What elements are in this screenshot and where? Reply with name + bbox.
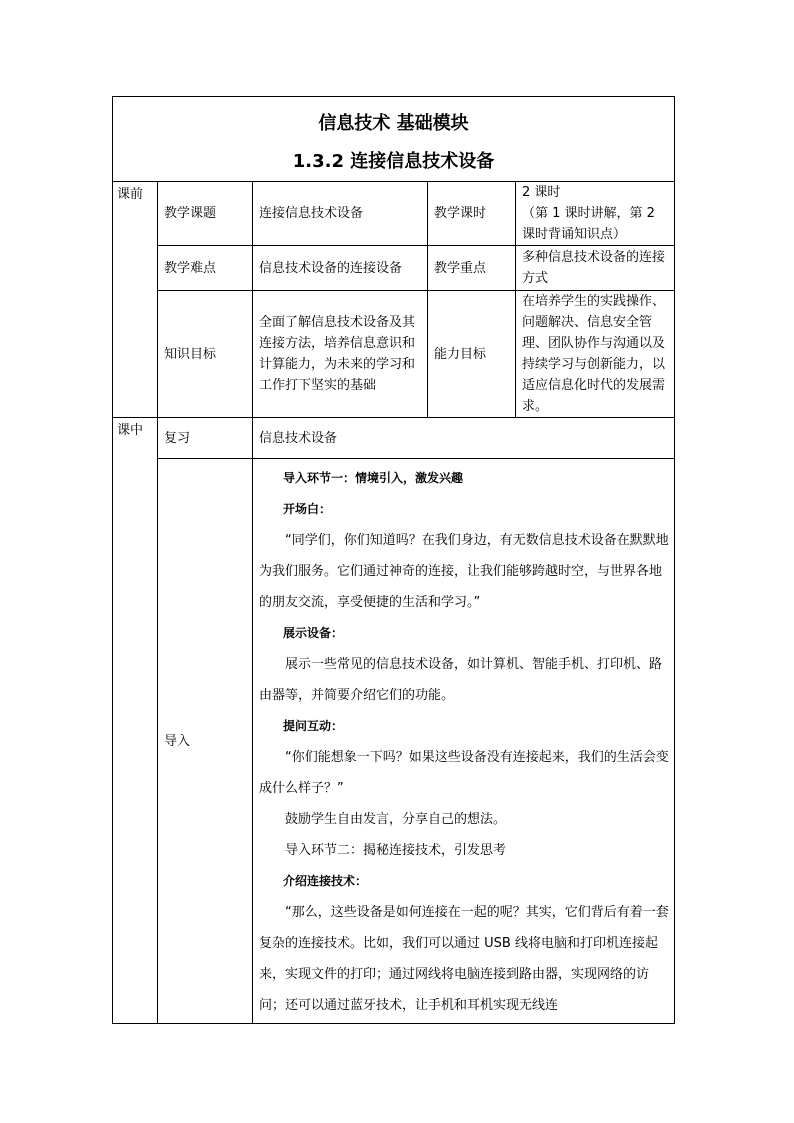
title-cell [113,97,675,182]
ability-goal-label: 能力目标 [428,291,516,418]
review-value: 信息技术设备 [253,418,675,459]
stage-pre-class: 课前 [113,182,158,418]
stage-in-class: 课中 [113,418,158,1024]
intro-heading: 开场白： [283,502,332,516]
ability-goal-value: 在培养学生的实践操作、问题解决、信息安全管理、团队协作与沟通以及持续学习与创新能力，以适应信息化时代的发展需求。 [516,291,675,418]
intro-paragraph: 导入环节二：揭秘连接技术，引发思考 [285,843,507,858]
review-label: 复习 [158,418,253,459]
intro-body [259,463,670,1019]
topic-label: 教学课题 [158,182,253,246]
hours-label: 教学课时 [428,182,516,246]
key-point-value: 多种信息技术设备的连接方式 [516,246,675,291]
lesson-plan-document [112,96,674,1024]
knowledge-goal-label: 知识目标 [158,291,253,418]
intro-paragraph: “你们能想象一下吗？如果这些设备没有连接起来，我们的生活会变成什么样子？” [259,750,669,796]
difficulty-label: 教学难点 [158,246,253,291]
intro-label: 导入 [158,459,253,1024]
intro-paragraph: 鼓励学生自由发言，分享自己的想法。 [285,812,507,827]
hours-value [516,182,675,246]
hours-count: 2 课时 [522,185,561,200]
difficulty-value: 信息技术设备的连接设备 [253,246,428,291]
document-title: 信息技术 基础模块 [318,113,469,134]
hours-note: （第 1 课时讲解，第 2 课时背诵知识点） [522,206,655,242]
lesson-plan-table [112,96,675,1024]
intro-paragraph: “那么，这些设备是如何连接在一起的呢？其实，它们背后有着一套复杂的连接技术。比如，我们可以通过 USB 线将电脑和打印机连接起来，实现文件的打印；通过网线将电脑连接到路由器，实现网络的访问；还可以通过蓝牙技术，让手机和耳机实现无线连 [259,905,669,1013]
intro-paragraph: 展示一些常见的信息技术设备，如计算机、智能手机、打印机、路由器等，并简要介绍它们的功能。 [259,657,663,703]
key-point-label: 教学重点 [428,246,516,291]
topic-value: 连接信息技术设备 [253,182,428,246]
intro-heading: 介绍连接技术： [283,874,368,888]
lesson-title: 1.3.2 连接信息技术设备 [292,151,495,172]
intro-paragraph: “同学们，你们知道吗？在我们身边，有无数信息技术设备在默默地为我们服务。它们通过神奇的连接，让我们能够跨越时空，与世界各地的朋友交流，享受便捷的生活和学习。” [259,533,669,610]
intro-content [253,459,675,1024]
intro-heading: 导入环节一：情境引入，激发兴趣 [283,471,464,485]
knowledge-goal-value: 全面了解信息技术设备及其连接方法，培养信息意识和计算能力，为未来的学习和工作打下坚实的基础 [253,291,428,418]
intro-heading: 提问互动： [283,719,344,733]
intro-heading: 展示设备： [283,626,344,640]
